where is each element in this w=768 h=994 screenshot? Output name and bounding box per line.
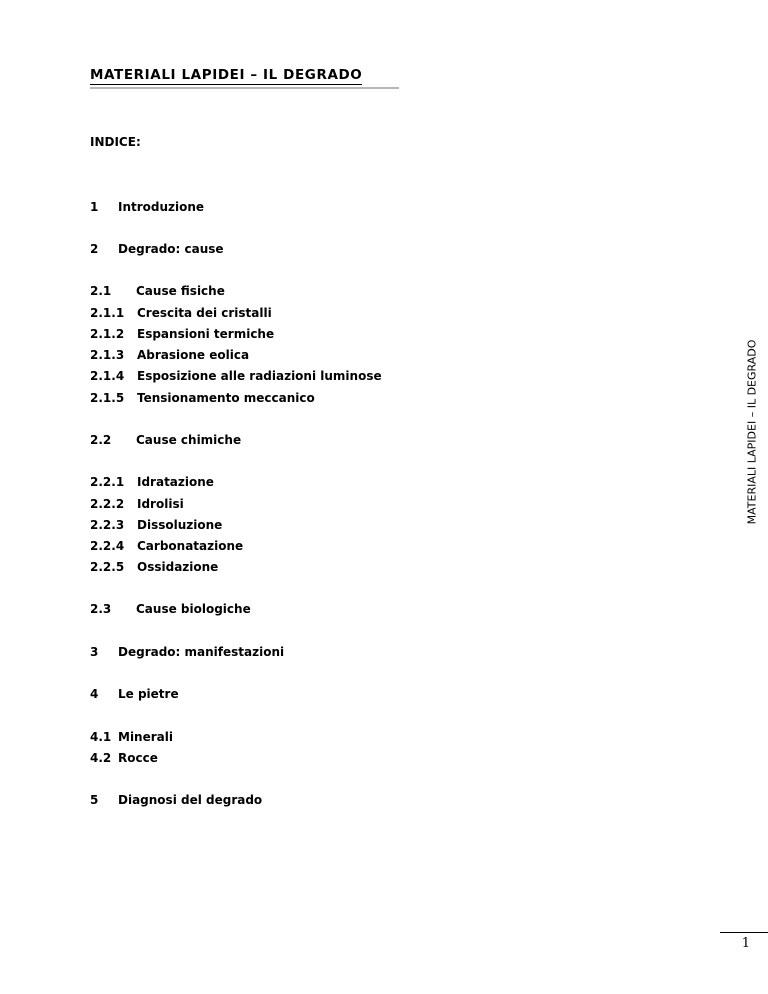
page-number: 1 bbox=[741, 936, 750, 951]
toc-label: Degrado: cause bbox=[118, 242, 224, 256]
toc-label: Introduzione bbox=[118, 200, 205, 214]
toc-number: 3 bbox=[90, 645, 99, 659]
page-number-rule bbox=[720, 932, 768, 933]
toc-number: 2.1.1 bbox=[90, 306, 125, 320]
toc-number: 4.1 bbox=[90, 730, 112, 744]
toc-label: Ossidazione bbox=[137, 560, 219, 574]
toc-number: 2.2.4 bbox=[90, 539, 125, 553]
toc-number: 2.2.3 bbox=[90, 518, 125, 532]
toc-number: 4.2 bbox=[90, 751, 112, 765]
toc-number: 2.2.2 bbox=[90, 497, 125, 511]
toc-label: Cause fisiche bbox=[136, 284, 225, 298]
toc-number: 2.2.5 bbox=[90, 560, 125, 574]
toc-label: Diagnosi del degrado bbox=[118, 793, 263, 807]
toc-label: Idrolisi bbox=[137, 497, 184, 511]
toc-number: 5 bbox=[90, 793, 99, 807]
toc-number: 2.2 bbox=[90, 433, 112, 447]
toc-number: 2.1.2 bbox=[90, 327, 125, 341]
toc-label: Degrado: manifestazioni bbox=[118, 645, 285, 659]
toc-label: Dissoluzione bbox=[137, 518, 223, 532]
toc-label: Tensionamento meccanico bbox=[137, 391, 315, 405]
toc-label: Abrasione eolica bbox=[137, 348, 250, 362]
toc-label: Idratazione bbox=[137, 475, 214, 489]
toc-label: Espansioni termiche bbox=[137, 327, 275, 341]
toc-label: Carbonatazione bbox=[137, 539, 244, 553]
document-title: MATERIALI LAPIDEI – IL DEGRADO bbox=[90, 67, 363, 83]
index-heading: INDICE: bbox=[90, 135, 141, 149]
toc-number: 2.1 bbox=[90, 284, 112, 298]
toc-number: 2.1.5 bbox=[90, 391, 125, 405]
toc-label: Cause chimiche bbox=[136, 433, 242, 447]
toc-label: Minerali bbox=[118, 730, 173, 744]
toc-number: 4 bbox=[90, 687, 99, 701]
toc-label: Esposizione alle radiazioni luminose bbox=[137, 369, 382, 383]
title-underline-shadow bbox=[90, 87, 399, 89]
toc-label: Rocce bbox=[118, 751, 158, 765]
toc-number: 2.1.3 bbox=[90, 348, 125, 362]
toc-number: 2 bbox=[90, 242, 99, 256]
toc-label: Cause biologiche bbox=[136, 602, 251, 616]
toc-label: Le pietre bbox=[118, 687, 179, 701]
toc-number: 2.3 bbox=[90, 602, 112, 616]
toc-number: 2.2.1 bbox=[90, 475, 125, 489]
side-running-header: MATERIALI LAPIDEI – IL DEGRADO bbox=[745, 339, 759, 525]
toc-number: 1 bbox=[90, 200, 99, 214]
toc-label: Crescita dei cristalli bbox=[137, 306, 272, 320]
toc-number: 2.1.4 bbox=[90, 369, 125, 383]
